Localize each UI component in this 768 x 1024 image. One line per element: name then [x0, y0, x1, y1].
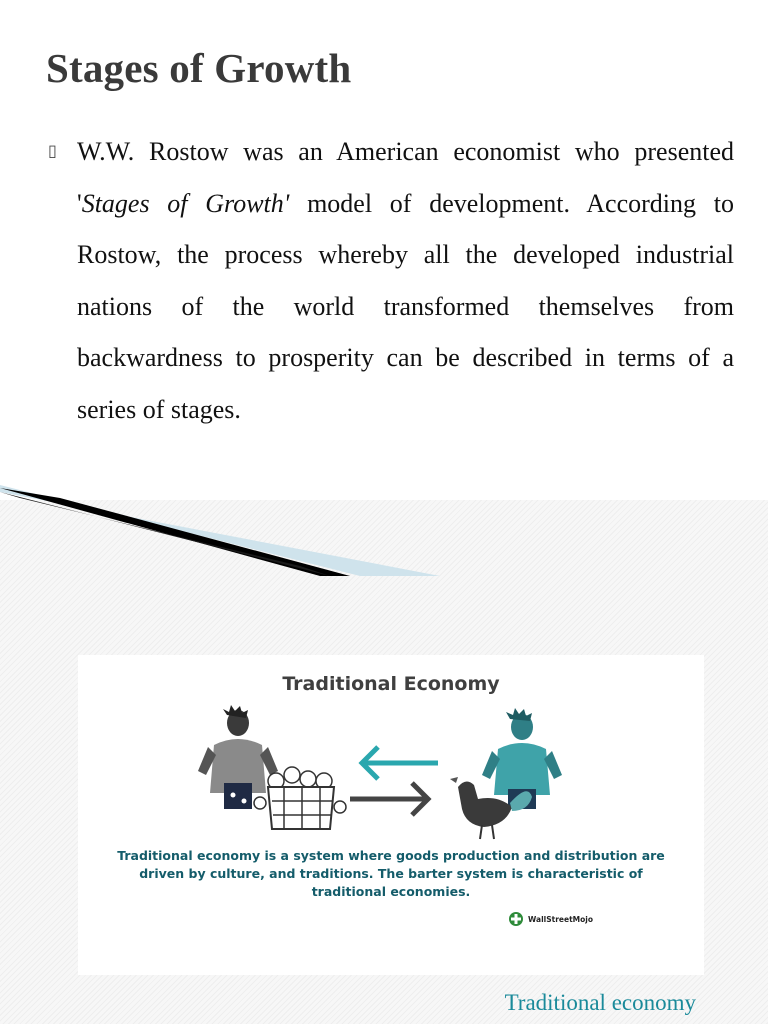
logo-text: WallStreetMojo [528, 914, 593, 924]
traditional-economy-figure [78, 655, 704, 975]
figure-illustration [78, 655, 704, 975]
wallstreetmojo-logo [508, 911, 593, 927]
paragraph-text-start: W.W. Rostow was an American economist who presented ' [77, 137, 734, 218]
paragraph-text-end: model of development. According to Rostow, the process whereby all the developed industrial nations of the world transformed themselves from backwardness to prosperity can be described in terms of a series of stages. [77, 188, 734, 424]
bullet-icon: ▯ [48, 141, 57, 160]
exchange-arrows-icon [350, 747, 438, 815]
farmer-left-icon [198, 705, 278, 809]
figure-description: Traditional economy is a system where goods production and distribution are driven by culture, and traditions. The barter system is characteristic of traditional economies. [117, 848, 665, 899]
paragraph-emphasis: Stages of Growth' [81, 188, 290, 218]
slide-title: Stages of Growth [46, 45, 352, 91]
fruit-basket-icon [254, 767, 346, 829]
figure-title: Traditional Economy [282, 673, 500, 695]
decorative-swoosh [0, 470, 768, 580]
figure-caption: Traditional economy [504, 990, 696, 1015]
body-paragraph [77, 126, 734, 435]
logo-icon [508, 911, 524, 927]
